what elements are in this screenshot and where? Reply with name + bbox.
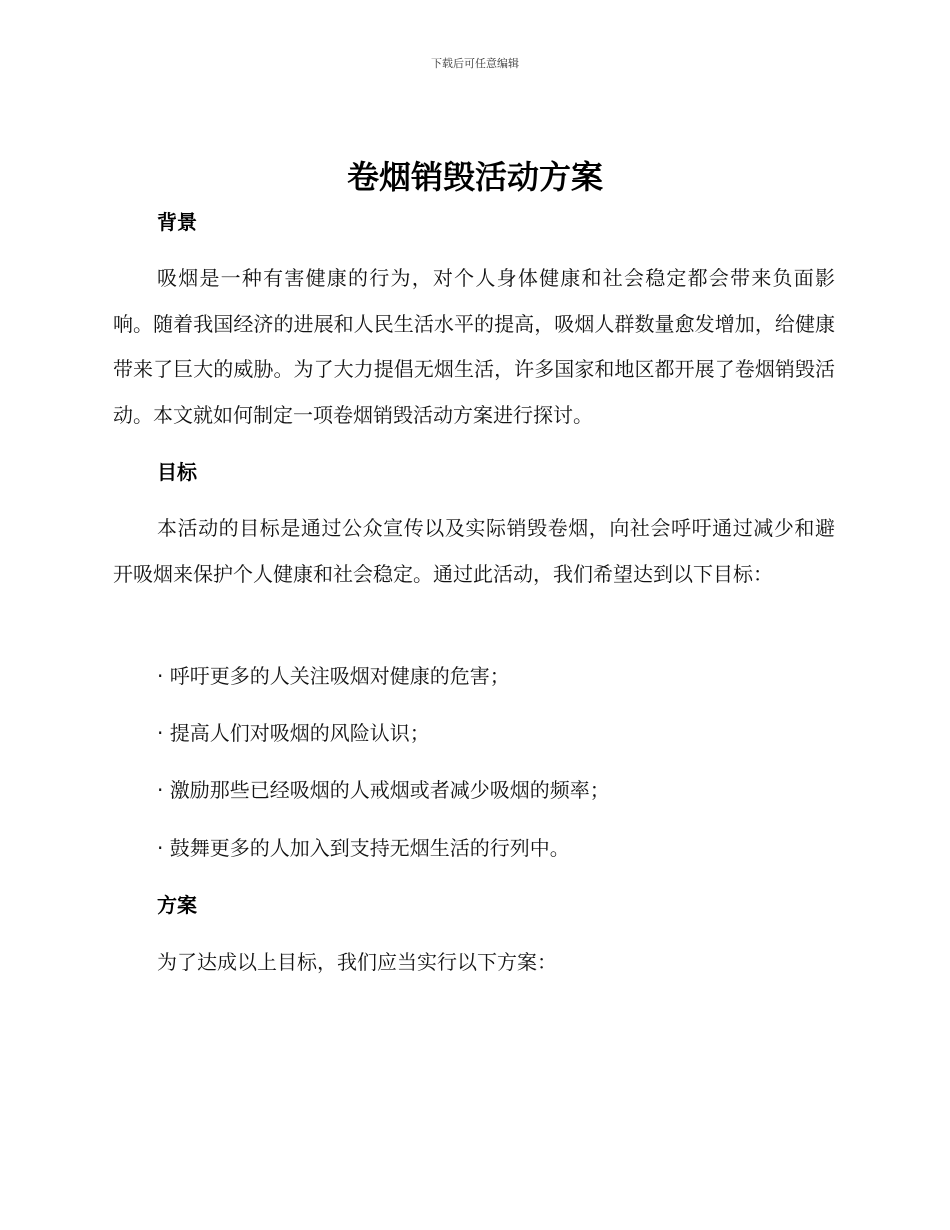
- header-note: 下载后可任意编辑: [431, 57, 519, 70]
- goals-paragraph: 本活动的目标是通过公众宣传以及实际销毁卷烟，向社会呼吁通过减少和避开吸烟来保护个人健康和社会稳定。通过此活动，我们希望达到以下目标：: [113, 516, 835, 586]
- section-heading-plan: 方案: [157, 893, 197, 917]
- goal-bullet-item: · 呼吁更多的人关注吸烟对健康的危害；: [157, 664, 510, 688]
- goal-bullet-item: · 提高人们对吸烟的风险认识；: [157, 721, 430, 745]
- section-heading-goals: 目标: [157, 460, 197, 484]
- plan-intro: 为了达成以上目标，我们应当实行以下方案：: [157, 950, 557, 974]
- background-paragraph: 吸烟是一种有害健康的行为，对个人身体健康和社会稳定都会带来负面影响。随着我国经济的进展和人民生活水平的提高，吸烟人群数量愈发增加，给健康带来了巨大的威胁。为了大力提倡无烟生活，许多国家和地区都开展了卷烟销毁活动。本文就如何制定一项卷烟销毁活动方案进行探讨。: [113, 266, 835, 427]
- goal-bullet-item: · 激励那些已经吸烟的人戒烟或者减少吸烟的频率；: [157, 778, 610, 802]
- goal-bullet-item: · 鼓舞更多的人加入到支持无烟生活的行列中。: [157, 836, 570, 860]
- section-heading-background: 背景: [157, 210, 197, 234]
- document-title: 卷烟销毁活动方案: [346, 158, 603, 196]
